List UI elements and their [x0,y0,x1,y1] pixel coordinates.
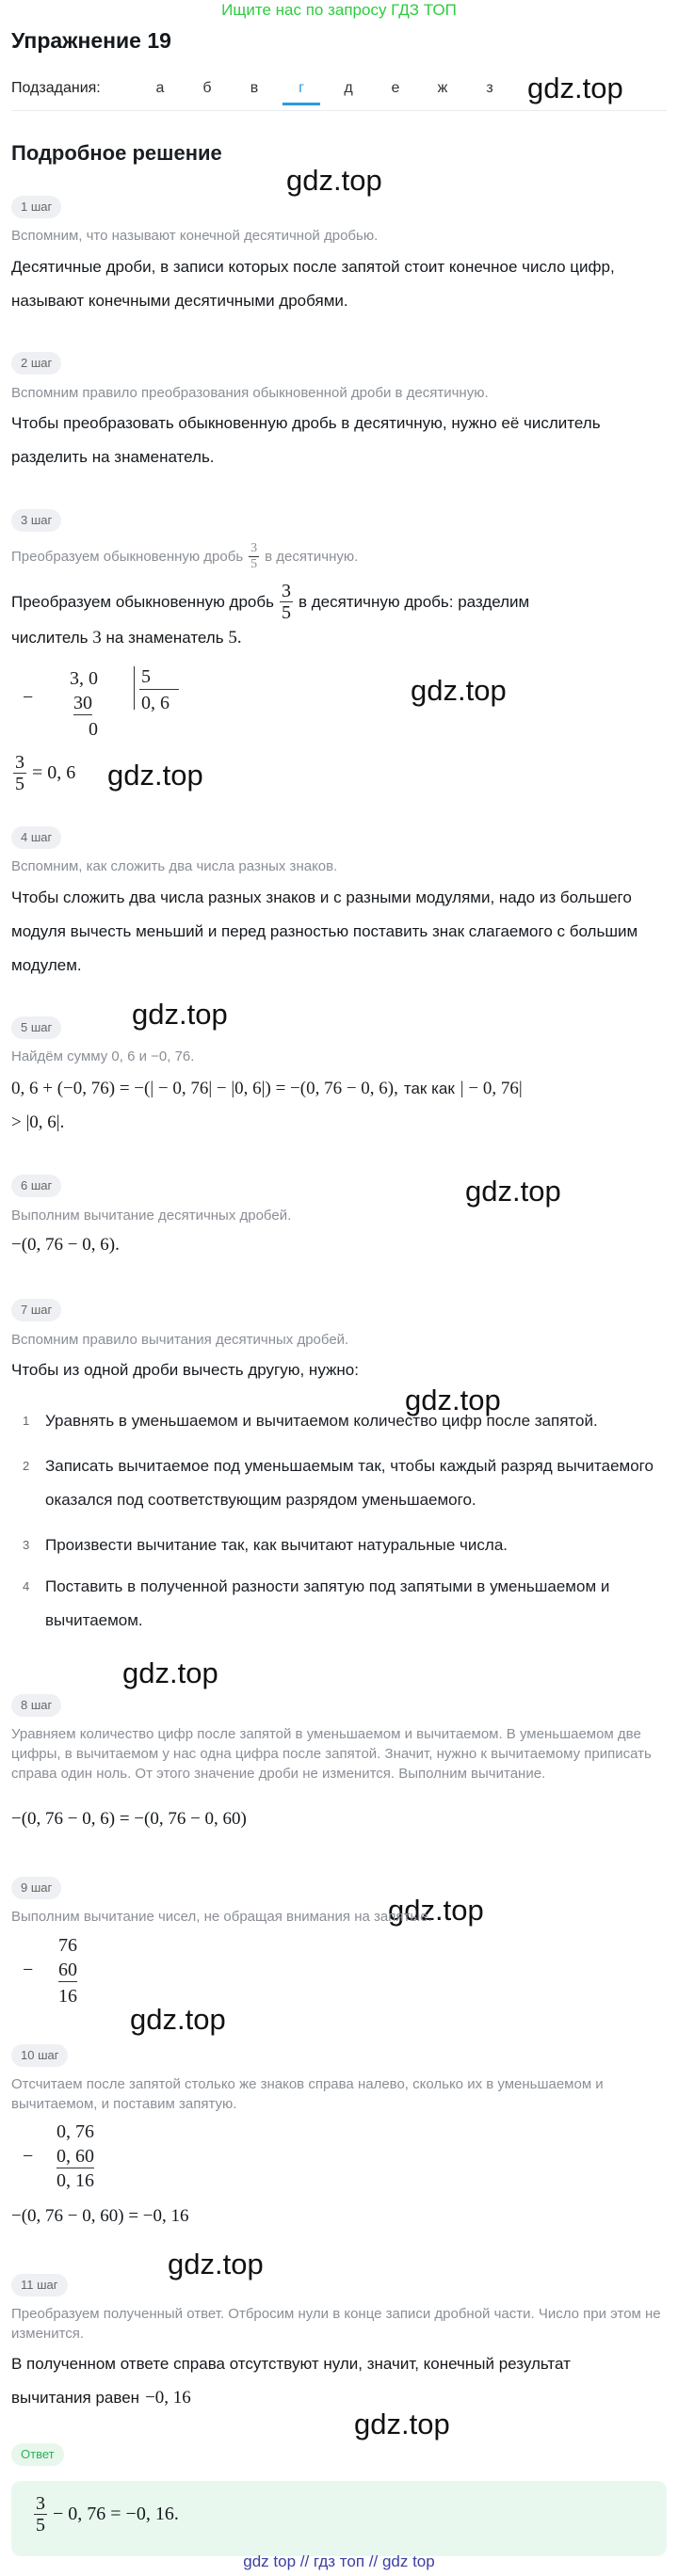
watermark: gdz.top [354,2408,450,2440]
step-text: Чтобы сложить два числа разных знаков и с разными модулями, надо из большего модуля вычесть меньший и перед разностью поставить знак слагаемого с большим модулем. [11,888,638,974]
difference: 0, 16 [56,2170,94,2191]
column-subtraction [19,1933,132,2010]
math: 3 [92,628,102,648]
watermark: gdz.top [168,2248,264,2280]
list-text: Уравнять в уменьшаемом и вычитаемом количество цифр после запятой. [45,1412,598,1430]
remainder: 0 [89,719,98,740]
watermark: gdz.top [122,1656,218,1689]
text: числитель [11,629,89,647]
subtrahend: 60 [58,1960,77,1980]
step-hint: Выполним вычитание чисел, не обращая внимания на запятые. [11,1909,432,1925]
tab-v[interactable]: в [250,80,259,96]
minuend: 76 [58,1935,77,1956]
numerator: 3 [15,752,24,773]
step-badge: 2 шаг [11,352,61,375]
denominator: 5 [281,602,291,623]
tab-zh[interactable]: ж [437,80,448,96]
numerator: 3 [250,541,258,555]
division-line [139,689,179,690]
text: вычитания равен [11,2389,140,2407]
step-badge: 1 шаг [11,196,61,218]
fraction [13,753,26,793]
step-badge: 9 шаг [11,1877,61,1899]
step-text: В полученном ответе справа отсутствуют нули, значит, конечный результат [11,2355,571,2373]
step-text: Чтобы из одной дроби вычесть другую, нужно: [11,1361,359,1379]
list-number: 4 [23,1579,30,1593]
text: так как [403,1080,455,1097]
long-division [19,664,207,749]
text: в десятичную дробь: разделим [298,592,530,611]
tab-e[interactable]: е [391,80,400,96]
watermark: gdz.top [465,1175,561,1208]
list-text: Поставить в полученной разности запятую под запятыми в уменьшаемом и вычитаемом. [45,1577,610,1629]
step-hint [11,542,358,571]
step-hint: Вспомним, что называют конечной десятичной дробью. [11,228,379,244]
list-text: Произвести вычитание так, как вычитают натуральные числа. [45,1536,508,1554]
result-value: = 0, 6 [32,762,76,783]
divisor: 5 [141,666,151,687]
tab-a[interactable]: а [155,80,165,96]
footer-links[interactable]: gdz top // гдз топ // gdz top [243,2552,435,2570]
answer-box [11,2481,667,2556]
text: Преобразуем обыкновенную дробь [11,592,274,611]
search-hint-banner: Ищите нас по запросу ГДЗ ТОП [221,1,457,19]
math: 0, 6 + (−0, 76) = −(| − 0, 76| − |0, 6|) = −(0, 76 − 0, 6), [11,1079,398,1098]
step-math-line [11,1079,523,1099]
watermark: gdz.top [132,998,228,1031]
division-result [13,753,75,793]
dividend: 3, 0 [70,668,98,689]
answer-value: − 0, 76 = −0, 16. [53,2504,179,2524]
step-text [11,2381,661,2415]
numerator: 3 [281,581,291,601]
step-badge: 5 шаг [11,1016,61,1039]
minus-sign: − [23,1960,34,1980]
watermark: gdz.top [405,1384,501,1416]
watermark: gdz.top [130,2003,226,2036]
math: −0, 16 [145,2388,191,2408]
list-text: Записать вычитаемое под уменьшаемым так, чтобы каждый разряд вычитаемого оказался под соответствующим разрядом уменьшаемого. [45,1457,654,1509]
watermark: gdz.top [411,674,507,707]
hint-text: Преобразуем обыкновенную дробь [11,549,244,565]
list-item [23,1570,657,1638]
step-text: Чтобы преобразовать обыкновенную дробь в десятичную, нужно её числитель разделить на знаменатель. [11,414,601,466]
list-number: 3 [23,1538,30,1552]
column-subtraction [19,2120,151,2197]
answer-badge: Ответ [11,2443,64,2466]
step-badge: 4 шаг [11,826,61,849]
subtrahend: 30 [73,693,92,713]
step-badge: 6 шаг [11,1175,61,1197]
division-bar [134,666,135,710]
step-hint: Вспомним, как сложить два числа разных знаков. [11,858,338,874]
page-title: Упражнение 19 [11,28,171,53]
tab-b[interactable]: б [202,80,212,96]
list-item [23,1449,657,1517]
fraction [249,542,259,571]
step-hint: Отсчитаем после запятой столько же знаков справа налево, сколько их в уменьшаемом и вычитаемом, и поставим запятую. [11,2076,604,2112]
watermark: gdz.top [388,1894,484,1927]
step-hint: Преобразуем полученный ответ. Отбросим нули в конце записи дробной части. Число при этом не изменится. [11,2306,661,2342]
step-math-line: > |0, 6|. [11,1112,65,1132]
hint-text: в десятичную. [265,549,359,565]
step-text [11,582,661,622]
detailed-solution-heading: Подробное решение [11,141,222,165]
step-text [11,625,661,651]
step-badge: 3 шаг [11,509,61,532]
subtrahend: 0, 60 [56,2146,94,2167]
fraction [280,582,293,622]
list-number: 1 [23,1414,30,1428]
step-badge: 11 шаг [11,2274,68,2296]
tab-g[interactable]: г [282,77,320,105]
step-math: −(0, 76 − 0, 60) = −0, 16 [11,2206,189,2226]
step-badge: 8 шаг [11,1694,61,1717]
minus-sign: − [23,687,34,708]
step-hint: Вспомним правило вычитания десятичных дробей. [11,1332,349,1348]
quotient: 0, 6 [141,693,170,713]
step-badge: 7 шаг [11,1299,61,1321]
answer-math [34,2494,179,2535]
denominator: 5 [250,557,258,571]
math: 5. [228,628,242,648]
tab-z[interactable]: з [486,80,493,96]
step-hint: Вспомним правило преобразования обыкновенной дроби в десятичную. [11,385,489,401]
step-text: Десятичные дроби, в записи которых после запятой стоит конечное число цифр, называют конечными десятичными дробями. [11,258,615,310]
step-hint: Выполним вычитание десятичных дробей. [11,1208,292,1224]
denominator: 5 [36,2515,45,2536]
list-item [23,1404,657,1438]
tab-d[interactable]: д [344,80,353,96]
text: на знаменатель [105,629,224,647]
subtasks-label: Подзадания: [11,80,101,96]
fraction [34,2494,47,2535]
watermark: gdz.top [286,164,382,197]
denominator: 5 [15,774,24,794]
list-item [23,1528,657,1562]
step-math: −(0, 76 − 0, 6) = −(0, 76 − 0, 60) [11,1809,247,1829]
difference: 16 [58,1986,77,2007]
step-hint: Уравняем количество цифр после запятой в уменьшаемом и вычитаемом. В уменьшаемом две цифры, в вычитаемом у нас одна цифра после запятой. Значит, нужно к вычитаемому приписать справа один ноль. От этого значение дроби не изменится. Выполним вычитание. [11,1726,652,1782]
watermark: gdz.top [527,72,623,104]
numerator: 3 [36,2493,45,2514]
step-hint: Найдём сумму 0, 6 и −0, 76. [11,1048,195,1064]
step-badge: 10 шаг [11,2044,68,2067]
math: | − 0, 76| [460,1079,523,1098]
step-math: −(0, 76 − 0, 6). [11,1235,120,1255]
list-number: 2 [23,1459,30,1473]
watermark: gdz.top [107,759,203,792]
minus-sign: − [23,2146,34,2167]
minuend: 0, 76 [56,2121,94,2142]
